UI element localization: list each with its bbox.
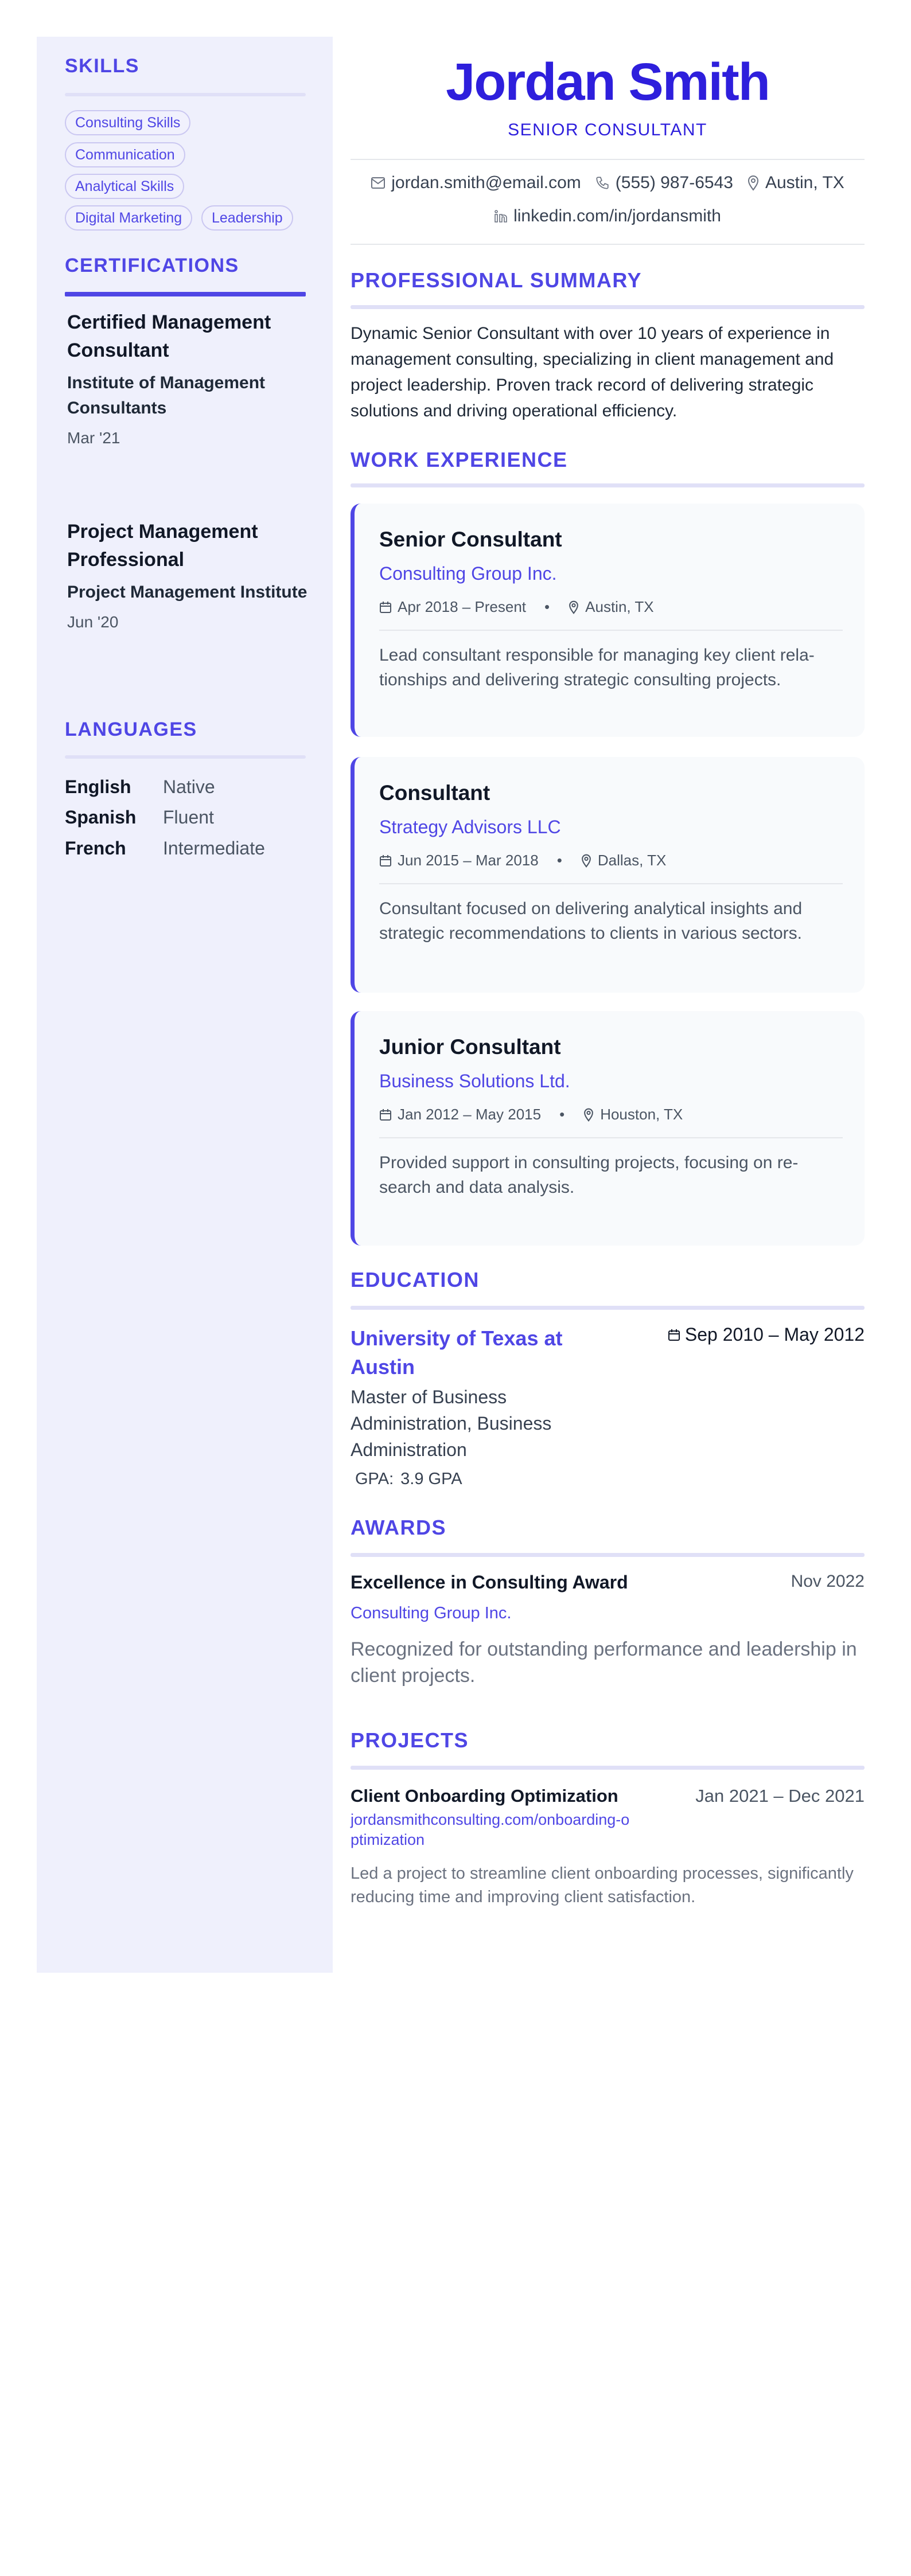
linkedin-icon: [494, 209, 508, 223]
job-title: Senior Consultant: [379, 528, 562, 551]
phone-text: (555) 987-6543: [615, 173, 733, 192]
degree: Master of Business Administration, Business Administration: [351, 1387, 552, 1460]
skill-chip: Analytical Skills: [65, 174, 184, 199]
job-title: SENIOR CONSULTANT: [508, 120, 707, 139]
calendar-icon: [668, 1329, 680, 1341]
job-description: Consultant focused on delivering analytical insights and strategic recommendations to clients in various sectors.: [379, 899, 803, 943]
language-name: Spanish: [65, 807, 137, 828]
candidate-name: Jordan Smith: [446, 53, 769, 111]
divider: [351, 159, 865, 160]
job-dates: Jun 2015 – Mar 2018: [398, 852, 539, 869]
award-date: Nov 2022: [791, 1572, 865, 1591]
location-pin-icon: [581, 854, 592, 868]
divider: [351, 483, 865, 487]
languages-heading: LANGUAGES: [65, 719, 197, 740]
location-pin-icon: [583, 1108, 594, 1122]
job-meta: [379, 598, 654, 616]
job-location: Austin, TX: [585, 598, 654, 615]
certifications-heading: CERTIFICATIONS: [65, 255, 239, 276]
certification-issuer: Institute of Management Consultants: [67, 373, 266, 417]
location-pin-icon: [747, 175, 760, 191]
project-link[interactable]: jordansmithconsulting.com/onboarding-optimization: [351, 1811, 630, 1848]
calendar-icon: [379, 601, 392, 614]
language-level: Native: [163, 776, 215, 797]
skills-heading: SKILLS: [65, 55, 139, 77]
project-dates: Jan 2021 – Dec 2021: [695, 1786, 865, 1806]
job-card: [351, 1011, 865, 1246]
job-company: Consulting Group Inc.: [379, 563, 557, 584]
job-title: Consultant: [379, 781, 490, 805]
job-card: [351, 757, 865, 993]
divider: [379, 630, 843, 631]
education-heading: EDUCATION: [351, 1268, 480, 1291]
job-description: Lead consultant responsible for managing key client relationships and delivering strategic consulting projects.: [379, 646, 815, 689]
calendar-icon: [379, 1109, 392, 1121]
summary-heading: PROFESSIONAL SUMMARY: [351, 268, 643, 292]
job-meta: [379, 1106, 683, 1123]
job-dates: Apr 2018 – Present: [398, 598, 527, 615]
sidebar: [37, 37, 333, 1973]
language-level: Intermediate: [163, 838, 265, 858]
experience-heading: WORK EXPERIENCE: [351, 448, 568, 471]
language-level: Fluent: [163, 807, 214, 828]
job-company: Strategy Advisors LLC: [379, 817, 561, 837]
certification-date: Mar '21: [67, 429, 120, 447]
certification-item: [67, 518, 308, 631]
job-meta: [379, 852, 666, 869]
award-description: Recognized for outstanding performance and leadership in client projects.: [351, 1638, 857, 1687]
certification-title: Certified Management Consultant: [67, 311, 271, 361]
divider: [65, 292, 306, 296]
linkedin-link[interactable]: linkedin.com/in/jordansmith: [513, 206, 721, 225]
language-name: English: [65, 776, 131, 797]
gpa-label: GPA:: [355, 1470, 394, 1488]
award-title: Excellence in Consulting Award: [351, 1572, 628, 1593]
job-dates: Jan 2012 – May 2015: [398, 1106, 542, 1123]
awards-heading: AWARDS: [351, 1516, 447, 1539]
divider: [351, 1766, 865, 1770]
divider: [65, 755, 306, 759]
award-organization: Consulting Group Inc.: [351, 1604, 512, 1622]
job-description: Provided support in consulting projects, focusing on research and data analysis.: [379, 1153, 799, 1197]
linkedin-row: [351, 206, 865, 226]
separator-dot: •: [559, 1106, 565, 1123]
divider: [351, 305, 865, 309]
skill-chip: Communication: [65, 142, 185, 167]
contact-row: [351, 173, 865, 193]
location-text: Austin, TX: [765, 173, 844, 192]
gpa-value: 3.9 GPA: [400, 1470, 462, 1488]
education-dates-row: [668, 1324, 865, 1345]
mail-icon: [371, 177, 386, 189]
skill-chip: Consulting Skills: [65, 110, 190, 135]
certification-title: Project Management Professional: [67, 521, 258, 571]
project-description: Led a project to streamline client onboarding processes, significantly reducing time and improving client satisfaction.: [351, 1864, 854, 1906]
language-name: French: [65, 838, 126, 858]
divider: [379, 1137, 843, 1138]
projects-heading: PROJECTS: [351, 1728, 469, 1752]
project-title: Client Onboarding Optimization: [351, 1786, 618, 1806]
certification-item: [67, 309, 308, 447]
separator-dot: •: [544, 598, 550, 615]
divider: [379, 883, 843, 884]
certification-date: Jun '20: [67, 613, 119, 631]
certification-issuer: Project Management Institute: [67, 583, 307, 602]
divider: [351, 1306, 865, 1310]
location-pin-icon: [568, 600, 579, 614]
summary-text: Dynamic Senior Consultant with over 10 years of experience in management consulting, specializing in client management and project leadership. Proven track record of delivering strategic solutions and driving operational efficiency.: [351, 324, 834, 420]
job-location: Houston, TX: [600, 1106, 683, 1123]
separator-dot: •: [556, 852, 562, 869]
calendar-icon: [379, 854, 392, 867]
education-dates: Sep 2010 – May 2012: [684, 1324, 865, 1345]
divider: [351, 244, 865, 245]
job-card: [351, 504, 865, 737]
job-company: Business Solutions Ltd.: [379, 1071, 570, 1091]
phone-icon: [595, 175, 610, 190]
job-title: Junior Consultant: [379, 1035, 561, 1059]
job-location: Dallas, TX: [597, 852, 667, 869]
skill-chip: Digital Marketing: [65, 205, 192, 231]
skill-chip: Leadership: [201, 205, 293, 231]
school-name: University of Texas at Austin: [351, 1326, 563, 1379]
divider: [65, 93, 306, 96]
divider: [351, 1553, 865, 1557]
gpa-row: [355, 1470, 462, 1489]
email-link[interactable]: jordan.smith@email.com: [391, 173, 581, 192]
